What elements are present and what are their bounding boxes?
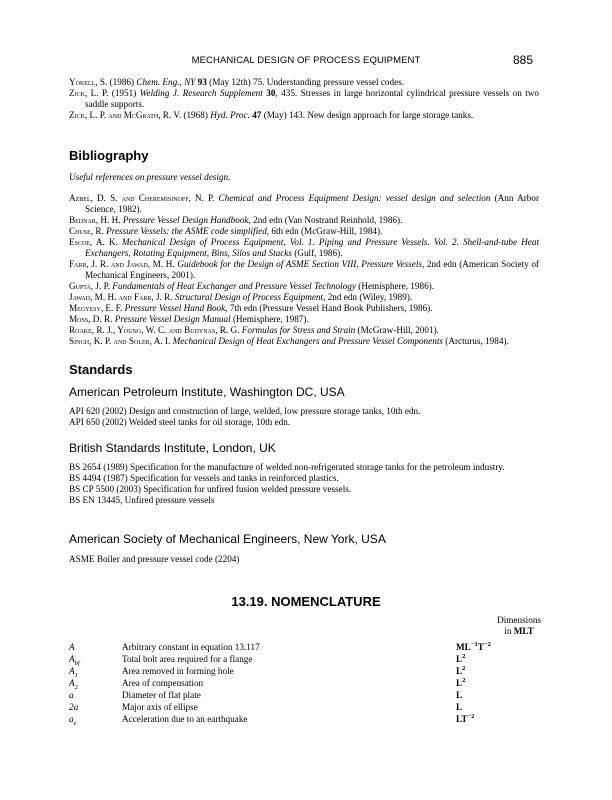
nom-symbol xyxy=(69,690,74,700)
dimensions-unit-label xyxy=(497,626,541,637)
nomenclature-heading: 13.19. NOMENCLATURE xyxy=(231,594,381,609)
bib-author: Moss, D. R. xyxy=(69,314,113,324)
standard-item: BS 4494 (1987) Specification for vessels and tanks in reinforced plastics. xyxy=(69,473,339,483)
bib-rest: (Arcturus, 1984). xyxy=(445,336,509,346)
nom-dim-base: L xyxy=(456,678,463,688)
ref-title: Hyd. Proc. xyxy=(210,110,250,120)
nom-symbol-subscript: 2 xyxy=(74,683,78,691)
bib-title: Structural Design of Process Equipment xyxy=(174,292,324,302)
nom-dimension xyxy=(456,678,465,688)
standard-item: BS 2654 (1989) Specification for the manufacture of welded non-refrigerated storage tanks for the petroleum industry. xyxy=(69,462,505,472)
nom-symbol xyxy=(69,666,78,679)
nom-dim-base: L xyxy=(456,666,463,676)
bib-title: Formulas for Stress and Strain xyxy=(241,325,356,335)
bib-author: Jawad, M. H. and Farr, J. R. xyxy=(69,292,173,302)
reference-entry xyxy=(69,110,539,121)
bib-title: Guidebook for the Design of ASME Section VIII, Pressure Vessels xyxy=(177,259,422,269)
ref-author: Zick, L. P. and McGrath, R. V. (1968) xyxy=(69,110,208,120)
ref-rest: (May) 143. New design approach for large storage tanks. xyxy=(263,110,474,120)
standard-item: BS CP 5500 (2003) Specification for unfired fusion welded pressure vessels. xyxy=(69,484,352,494)
nom-symbol-base: a xyxy=(69,714,74,724)
standard-item: ASME Boiler and pressure vessel code (2204) xyxy=(69,554,240,564)
bib-title: Mechanical Design of Heat Exchangers and Pressure Vessel Components xyxy=(172,336,443,346)
standards-heading: Standards xyxy=(69,362,133,377)
bib-author: Farr, J. R. and Jawad, M. H. xyxy=(69,259,175,269)
bibliography-entry xyxy=(69,193,539,215)
bibliography-entry xyxy=(69,314,539,325)
nom-symbol-base: A xyxy=(69,666,75,676)
nom-description: Total bolt area required for a flange xyxy=(122,654,253,664)
nom-dim-base: ML xyxy=(456,642,471,652)
nom-description: Arbitrary constant in equation 13.117 xyxy=(122,642,260,652)
nom-dim-exponent: −1 xyxy=(470,640,478,648)
bibliography-entry xyxy=(69,303,539,314)
nomenclature-row xyxy=(69,714,541,725)
nom-symbol xyxy=(69,678,78,691)
dimensions-column-header xyxy=(497,615,541,637)
nom-symbol-base: A xyxy=(69,654,75,664)
top-references xyxy=(69,77,539,121)
bib-title: Pressure Vessels: the ASME code simplified xyxy=(106,226,267,236)
reference-entry xyxy=(69,88,539,110)
standards-list xyxy=(69,554,539,565)
bibliography-list xyxy=(69,193,539,347)
reference-entry xyxy=(69,77,539,88)
bib-author: Singh, K. P. and Soler, A. I. xyxy=(69,336,171,346)
nom-dimension xyxy=(456,666,465,676)
dimensions-in-label: in xyxy=(504,626,512,636)
bibliography-heading: Bibliography xyxy=(69,148,149,163)
standards-group-heading: American Society of Mechanical Engineers, New York, USA xyxy=(69,532,386,546)
bibliography-entry xyxy=(69,281,539,292)
ref-title: Welding J. Research Supplement xyxy=(139,88,263,98)
nom-dimension xyxy=(456,714,474,724)
dimensions-label: Dimensions xyxy=(497,615,541,625)
nom-symbol xyxy=(69,702,78,712)
standards-group-heading: American Petroleum Institute, Washington DC, USA xyxy=(69,385,345,399)
bibliography-intro: Useful references on pressure vessel design. xyxy=(69,172,231,182)
standards-list xyxy=(69,462,539,506)
bib-title: Mechanical Design of Process Equipment, Vol. 1. Piping and Pressure Vessels. Vol. 2. Shell-and-tube Heat Exchangers, Rotating Equipment, Bins, Silos and Stacks xyxy=(85,237,540,258)
nom-symbol-base: a xyxy=(69,690,74,700)
bib-title: Pressure Vessel Hand Book xyxy=(124,303,226,313)
nomenclature-row xyxy=(69,642,541,653)
nom-description: Major axis of ellipse xyxy=(122,702,198,712)
nom-dim-base: L xyxy=(456,654,463,664)
nom-dim-exponent: 2 xyxy=(462,664,466,672)
ref-title: Chem. Eng., NY xyxy=(136,77,196,87)
bib-rest: , 7th edn (Pressure Vessel Hand Book Publishers, 1986). xyxy=(225,303,433,313)
nom-dim-base: LT xyxy=(456,714,468,724)
standards-group-heading: British Standards Institute, London, UK xyxy=(69,441,276,455)
nom-dim-base: L xyxy=(456,690,463,700)
nom-symbol-subscript: bf xyxy=(74,659,80,667)
bib-rest: , 2nd edn (Wiley, 1989). xyxy=(323,292,413,302)
nom-symbol-subscript: 1 xyxy=(74,671,78,679)
nom-symbol xyxy=(69,714,77,727)
bib-author: Megyesy, E. F. xyxy=(69,303,123,313)
bibliography-entry xyxy=(69,226,539,237)
nom-dim-base: L xyxy=(456,702,463,712)
bib-rest: , 2nd edn (American Society of Mechanical Engineers, 2001). xyxy=(85,259,539,280)
nom-dimension xyxy=(456,654,465,664)
ref-rest: (May 12th) 75. Understanding pressure vessel codes. xyxy=(209,77,405,87)
bib-author: Chuse, R. xyxy=(69,226,104,236)
nom-dimension xyxy=(456,642,491,652)
nomenclature-row xyxy=(69,702,541,713)
bib-rest: (Ann Arbor Science, 1982). xyxy=(85,193,540,214)
bib-author: Azbel, D. S. and Cheremisinoff, N. P. xyxy=(69,193,215,203)
nom-dim-exponent: 2 xyxy=(462,652,466,660)
nomenclature-row xyxy=(69,666,541,677)
bibliography-entry xyxy=(69,215,539,226)
nom-dim-exponent: 2 xyxy=(462,676,466,684)
bib-rest: (McGraw-Hill, 2001). xyxy=(357,325,439,335)
standards-list xyxy=(69,406,539,428)
nom-dim-mid: T xyxy=(477,642,484,652)
nom-dimension xyxy=(456,690,462,700)
nom-symbol-subscript: e xyxy=(73,719,77,727)
bib-author: Escoe, A. K. xyxy=(69,237,118,247)
ref-author: Yokell, S. (1986) xyxy=(69,77,135,87)
nom-description: Area removed in forming hole xyxy=(122,666,234,676)
ref-rest: , 435. Stresses in large horizontal cylindrical pressure vessels on two saddle supports. xyxy=(85,88,540,109)
nom-symbol-base: A xyxy=(69,642,75,652)
page-number: 885 xyxy=(512,53,533,67)
bib-title: Pressure Vessel Design Handbook xyxy=(122,215,249,225)
bib-rest: (Gulf, 1986). xyxy=(294,248,343,258)
standard-item: BS EN 13445, Unfired pressure vessels xyxy=(69,495,215,505)
ref-volume: 93 xyxy=(197,77,207,87)
bibliography-entry xyxy=(69,237,539,259)
nomenclature-row xyxy=(69,654,541,665)
bib-author: Bednar, H. H. xyxy=(69,215,121,225)
bibliography-entry xyxy=(69,325,539,336)
running-header-title: MECHANICAL DESIGN OF PROCESS EQUIPMENT xyxy=(191,55,421,66)
bib-author: Roake, R. J., Young, W. C. and Budynas, R. G. xyxy=(69,325,240,335)
standard-item: API 650 (2002) Welded steel tanks for oil storage, 10th edn. xyxy=(69,417,291,427)
bib-title: Pressure Vessel Design Manual xyxy=(114,314,231,324)
nom-symbol xyxy=(69,654,80,667)
ref-volume: 47 xyxy=(252,110,262,120)
nom-dim-exponent: −2 xyxy=(467,712,475,720)
bibliography-entry xyxy=(69,259,539,281)
nom-symbol-base: 2a xyxy=(69,702,79,712)
nom-description: Area of compensation xyxy=(122,678,204,688)
bib-rest: (Hemisphere, 1987). xyxy=(232,314,309,324)
bib-rest: (Hemisphere, 1986). xyxy=(358,281,435,291)
ref-author: Zick, L. P. (1951) xyxy=(69,88,137,98)
nom-description: Diameter of flat plate xyxy=(122,690,201,700)
bib-title: Chemical and Process Equipment Design: vessel design and selection xyxy=(218,193,491,203)
nom-symbol-base: A xyxy=(69,678,75,688)
bib-author: Gupta, J. P. xyxy=(69,281,110,291)
bib-title: Fundamentals of Heat Exchanger and Pressure Vessel Technology xyxy=(112,281,356,291)
ref-volume: 30 xyxy=(266,88,276,98)
dimensions-mlt-label: MLT xyxy=(513,626,534,636)
nom-dimension xyxy=(456,702,462,712)
nomenclature-row xyxy=(69,678,541,689)
nom-description: Acceleration due to an earthquake xyxy=(122,714,248,724)
bibliography-entry xyxy=(69,292,539,303)
standard-item: API 620 (2002) Design and construction of large, welded, low pressure storage tanks, 10th edn. xyxy=(69,406,421,416)
nom-dim-exponent: −2 xyxy=(483,640,491,648)
nom-symbol xyxy=(69,642,75,652)
bib-rest: , 6th edn (McGraw-Hill, 1984). xyxy=(266,226,383,236)
nomenclature-row xyxy=(69,690,541,701)
bibliography-entry xyxy=(69,336,539,347)
bib-rest: , 2nd edn (Van Nostrand Reinhold, 1986). xyxy=(248,215,403,225)
